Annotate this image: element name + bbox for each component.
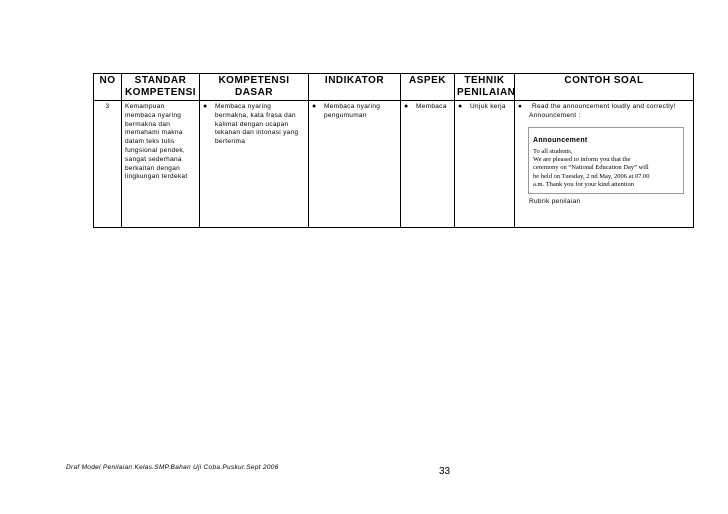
header-tehnik-penilaian: TEHNIK PENILAIAN [455,74,515,101]
header-indikator: INDIKATOR [309,74,401,101]
rubrik-label: Rubrik penilaian [529,198,581,206]
competency-table [93,73,694,228]
page-number: 33 [439,466,451,477]
cell-tehnik-penilaian [455,101,515,228]
indikator-text: Membaca nyaring pengumuman [324,103,381,119]
cell-aspek [401,101,455,228]
soal-instruction: Read the announcement loudly and correctly! [532,103,676,110]
cell-indikator [309,101,401,228]
header-contoh-soal: CONTOH SOAL [515,74,694,101]
announcement-line: To all students, [533,147,573,155]
announcement-box [528,127,684,195]
table-header-row [94,74,694,101]
bullet-icon: ● [203,103,208,110]
announcement-line: be held on Tuesday, 2 nd May, 2006 at 07.00 [533,172,650,180]
kompetensi-dasar-text: Membaca nyaring bermakna, kata frasa dan kalimat dengan ucapan tekanan dan intonasi yang berterima [215,103,299,146]
bullet-icon: ● [404,103,409,110]
announcement-line: a.m. Thank you for your kind attention [533,181,634,189]
bullet-icon: ● [458,103,463,110]
announcement-line: ceremony on “National Education Day” will [533,164,649,172]
bullet-icon: ● [518,103,523,110]
announcement-title: Announcement [533,136,588,144]
announcement-line: We are pleased to inform you that the [533,156,631,164]
header-aspek: ASPEK [401,74,455,101]
cell-standar-kompetensi: Kemampuan membaca nyaring bermakna dan memahami makna dalam teks tulis fungsional pendek, sangat sederhana berkaitan dengan lingkungan terdekat [122,101,200,228]
cell-kompetensi-dasar [200,101,309,228]
aspek-text: Membaca [416,103,447,110]
cell-contoh-soal [515,101,694,228]
tehnik-text: Unjuk kerja [470,103,506,110]
header-no: NO [94,74,122,101]
header-standar-kompetensi: STANDAR KOMPETENSI [122,74,200,101]
announcement-label: Announcement : [529,111,581,119]
footer-text: Draf Model Penilaian Kelas.SMP.Bahan Uji Coba.Puskur.Sept 2006 [66,464,279,471]
cell-no: 3 [94,101,122,228]
header-kompetensi-dasar: KOMPETENSI DASAR [200,74,309,101]
table-row [94,101,694,228]
bullet-icon: ● [312,103,317,110]
